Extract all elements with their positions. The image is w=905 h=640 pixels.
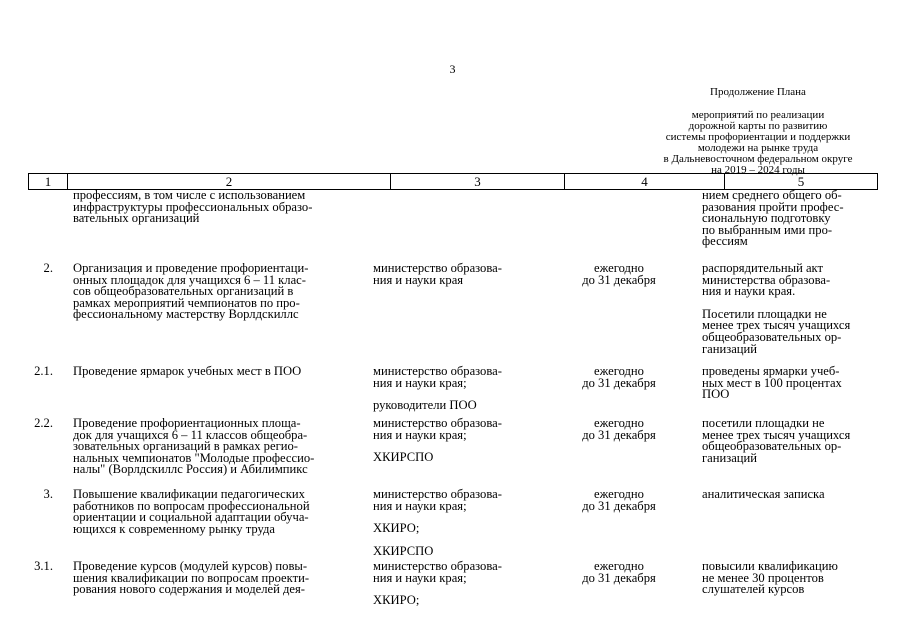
continuation-measure [73, 190, 312, 225]
text-line: профессиям, в том числе с использованием [73, 188, 306, 202]
responsible-text [373, 418, 502, 464]
measure-text [73, 366, 301, 378]
text-line: до 31 декабря [582, 375, 656, 390]
responsible-text [373, 263, 502, 286]
text-line: министерство образова- [373, 261, 502, 275]
text-line: до 31 декабря [582, 498, 656, 513]
responsible-text [373, 489, 502, 557]
text-line: инфраструктуры профессиональных образо- [73, 199, 313, 214]
text-line: док для учащихся 6 – 11 классов общеобра- [73, 427, 308, 442]
text-line: ния и науки края; [373, 427, 467, 442]
column-header: 5 [797, 174, 805, 189]
text-line: министерство образова- [373, 487, 502, 501]
deadline-text [564, 561, 674, 584]
text-line: работников по вопросам профессиональной [73, 498, 310, 513]
column-header: 4 [565, 174, 725, 189]
text-line: Проведение курсов (модулей курсов) повы- [73, 559, 308, 573]
header-line: дорожной карты по развитию [688, 120, 828, 132]
result-text [702, 366, 842, 401]
text-line: сов общеобразовательных организаций в [73, 284, 294, 299]
header-line: системы профориентации и поддержки [665, 131, 851, 143]
row-number: 2.2. [34, 416, 53, 430]
text-line: ориентации и социальной адаптации обуча- [73, 510, 309, 525]
text-line: фессиональному мастерству Ворлдскиллс [73, 307, 299, 322]
text-line: слушателей курсов [702, 582, 805, 597]
header-line: Продолжение Плана [710, 86, 806, 98]
measure-text [73, 489, 310, 535]
text-line: ния и науки края [373, 272, 464, 287]
text-line: вательных организаций [73, 211, 200, 226]
text-line: ежегодно [594, 416, 644, 430]
result-text [702, 489, 825, 501]
text-line: ния и науки края; [373, 375, 467, 390]
text-line: сиональную подготовку [702, 211, 831, 226]
text-line: ния и науки края. [702, 284, 796, 299]
text-line: ПОО [702, 387, 730, 402]
text-line: общеобразовательных ор- [702, 439, 842, 454]
text-line: до 31 декабря [582, 427, 656, 442]
text-line: шения квалификации по вопросам проекти- [73, 570, 310, 585]
text-line: ежегодно [594, 487, 644, 501]
text-line: не менее 30 процентов [702, 570, 824, 585]
text-line: Повышение квалификации педагогических [73, 487, 305, 501]
continuation-result [702, 190, 844, 248]
responsible-text [373, 561, 502, 607]
text-line: ХКИРО; [373, 521, 420, 536]
text-line: до 31 декабря [582, 570, 656, 585]
deadline-text [564, 263, 674, 286]
text-line: министерство образова- [373, 364, 502, 378]
text-line: министерства образова- [702, 272, 831, 287]
text-line: онных площадок для учащихся 6 – 11 клас- [73, 272, 306, 287]
text-line: Проведение профориентационных площа- [73, 416, 301, 430]
text-line: посетили площадки не [702, 416, 825, 430]
text-line: аналитическая записка [702, 487, 825, 501]
text-line: общеобразовательных ор- [702, 329, 842, 344]
text-line: ных мест в 100 процентах [702, 375, 842, 390]
text-line: министерство образова- [373, 559, 502, 573]
text-line: распорядительный акт [702, 261, 824, 275]
text-line: ния и науки края; [373, 570, 467, 585]
text-line: рамках мероприятий чемпионатов по про- [73, 295, 300, 310]
text-line: министерство образова- [373, 416, 502, 430]
column-header: 3 [391, 174, 565, 189]
result-text [702, 418, 850, 464]
row-number: 3. [43, 487, 53, 501]
header-line: на 2019 – 2024 годы [711, 164, 805, 176]
text-line: налы" (Ворлдскиллс Россия) и Абилимпикс [73, 462, 308, 477]
text-line: ганизаций [702, 450, 758, 465]
text-line: нием среднего общего об- [702, 188, 842, 202]
text-line: ХКИРО; [373, 593, 420, 608]
text-line: зовательных организаций в рамках регио- [73, 439, 298, 454]
text-line: ХКИРСПО [373, 450, 434, 465]
text-line: ежегодно [594, 559, 644, 573]
header-line: мероприятий по реализации [691, 109, 825, 121]
header-line: в Дальневосточном федеральном округе [663, 153, 853, 165]
text-line: руководители ПОО [373, 398, 477, 413]
text-line: ния и науки края; [373, 498, 467, 513]
measure-text [73, 561, 309, 596]
row-number: 2.1. [34, 364, 53, 378]
row-number: 3.1. [34, 559, 53, 573]
text-line: ежегодно [594, 261, 644, 275]
text-line: по выбранным ими про- [702, 222, 833, 237]
text-line: Организация и проведение профориентаци- [73, 261, 309, 275]
page-number: 3 [449, 62, 456, 76]
text-line: фессиям [702, 234, 748, 249]
result-text [702, 561, 838, 596]
measure-text [73, 263, 308, 321]
text-line: Проведение ярмарок учебных мест в ПОО [73, 364, 302, 378]
text-line: ХКИРСПО [373, 543, 434, 558]
responsible-text [373, 366, 502, 412]
column-header: 2 [68, 174, 391, 189]
header-line: молодежи на рынке труда [697, 142, 819, 154]
text-line: менее трех тысяч учащихся [702, 318, 851, 333]
deadline-text [564, 418, 674, 441]
text-line: до 31 декабря [582, 272, 656, 287]
text-line: ющихся к современному рынку труда [73, 521, 275, 536]
measure-text [73, 418, 314, 476]
text-line: нальных чемпионатов "Молодые профессио- [73, 450, 315, 465]
deadline-text [564, 489, 674, 512]
result-text [702, 263, 850, 355]
deadline-text [564, 366, 674, 389]
text-line: проведены ярмарки учеб- [702, 364, 840, 378]
text-line: ганизаций [702, 341, 758, 356]
text-line: рования нового содержания и моделей дея- [73, 582, 305, 597]
text-line: Посетили площадки не [702, 306, 827, 321]
row-number: 2. [43, 261, 53, 275]
document-header [638, 87, 878, 176]
text-line: ежегодно [594, 364, 644, 378]
text-line: повысили квалификацию [702, 559, 838, 573]
text-line: разования пройти профес- [702, 199, 844, 214]
text-line: менее трех тысяч учащихся [702, 427, 851, 442]
column-header: 1 [29, 174, 68, 189]
